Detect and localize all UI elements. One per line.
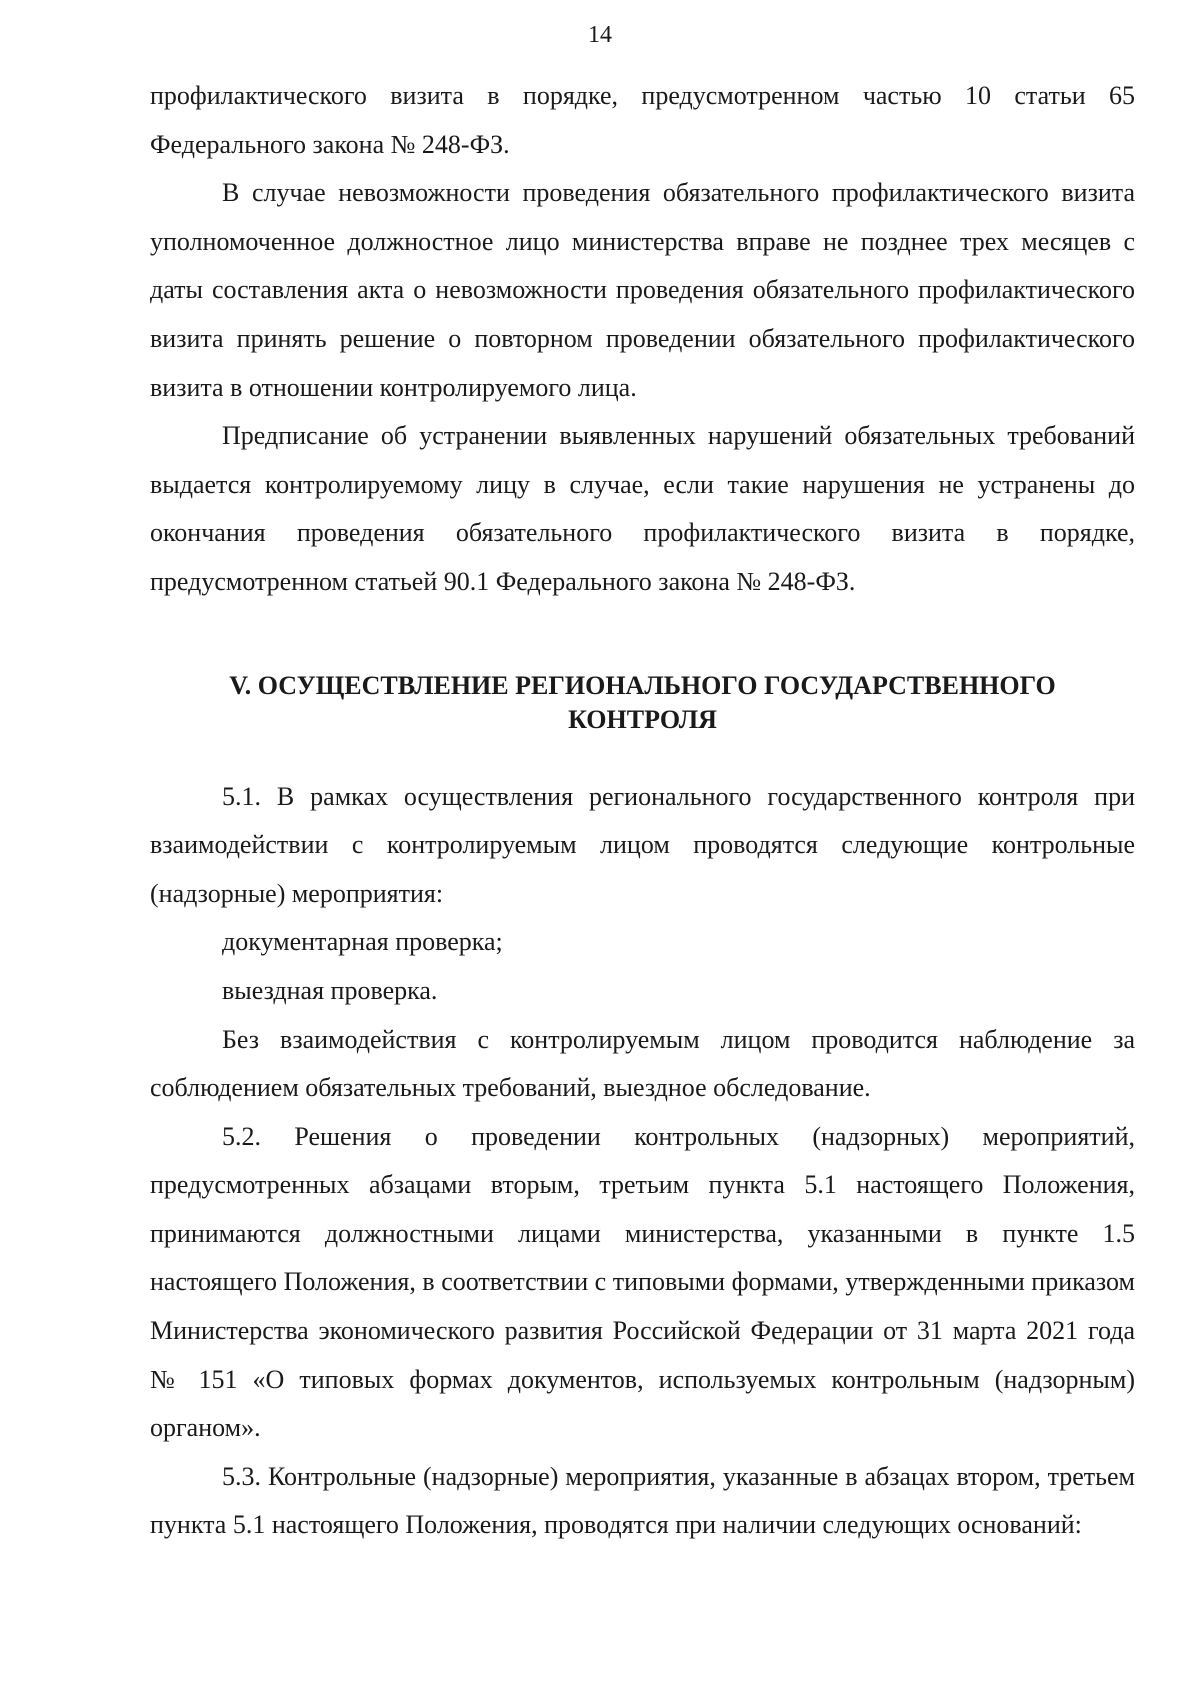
list-item-documentary-check: документарная проверка; (222, 927, 503, 957)
section-heading-line2: КОНТРОЛЯ (568, 704, 717, 734)
paragraph-repeat-visit: В случае невозможности проведения обязательного профилактического визита уполномоченное должностное лицо министерства вправе не позднее трех месяцев с даты составления акта о невозможности проведения обязательного профилактического визита принять решение о повторном проведении обязательного профилактического визита в отношении контролируемого лица. (150, 178, 1135, 402)
list-item-field-check: выездная проверка. (222, 975, 438, 1005)
section-heading (150, 669, 1135, 737)
paragraph-5-1: 5.1. В рамках осуществления регионального государственного контроля при взаимодействии с контролируемым лицом проводятся следующие контрольные (надзорные) мероприятия: (150, 781, 1135, 908)
paragraph-5-3: 5.3. Контрольные (надзорные) мероприятия, указанные в абзацах втором, третьем пункта 5.1 настоящего Положения, проводятся при наличии следующих оснований: (150, 1461, 1135, 1540)
paragraph-5-2: 5.2. Решения о проведении контрольных (надзорных) мероприятий, предусмотренных абзацами вторым, третьим пункта 5.1 настоящего Положения, принимаются должностными лицами министерства, указанными в пункте 1.5 настоящего Положения, в соответствии с типовыми формами, утвержденными приказом Министерства экономического развития Российской Федерации от 31 марта 2021 года № 151 «О типовых формах документов, используемых контрольным (надзорным) органом». (150, 1121, 1135, 1443)
page-number: 14 (588, 22, 612, 48)
paragraph-continuation: профилактического визита в порядке, предусмотренном частью 10 статьи 65 Федерального закона № 248-ФЗ. (150, 81, 1135, 159)
section-heading-line1: V. ОСУЩЕСТВЛЕНИЕ РЕГИОНАЛЬНОГО ГОСУДАРСТВЕННОГО (229, 670, 1056, 700)
paragraph-prescription: Предписание об устранении выявленных нарушений обязательных требований выдается контролируемому лицу в случае, если такие нарушения не устранены до окончания проведения обязательного профилактического визита в порядке, предусмотренном статьей 90.1 Федерального закона № 248-ФЗ. (150, 421, 1135, 596)
paragraph-without-interaction: Без взаимодействия с контролируемым лицом проводится наблюдение за соблюдением обязательных требований, выездное обследование. (150, 1024, 1135, 1103)
document-body (150, 72, 1135, 1550)
